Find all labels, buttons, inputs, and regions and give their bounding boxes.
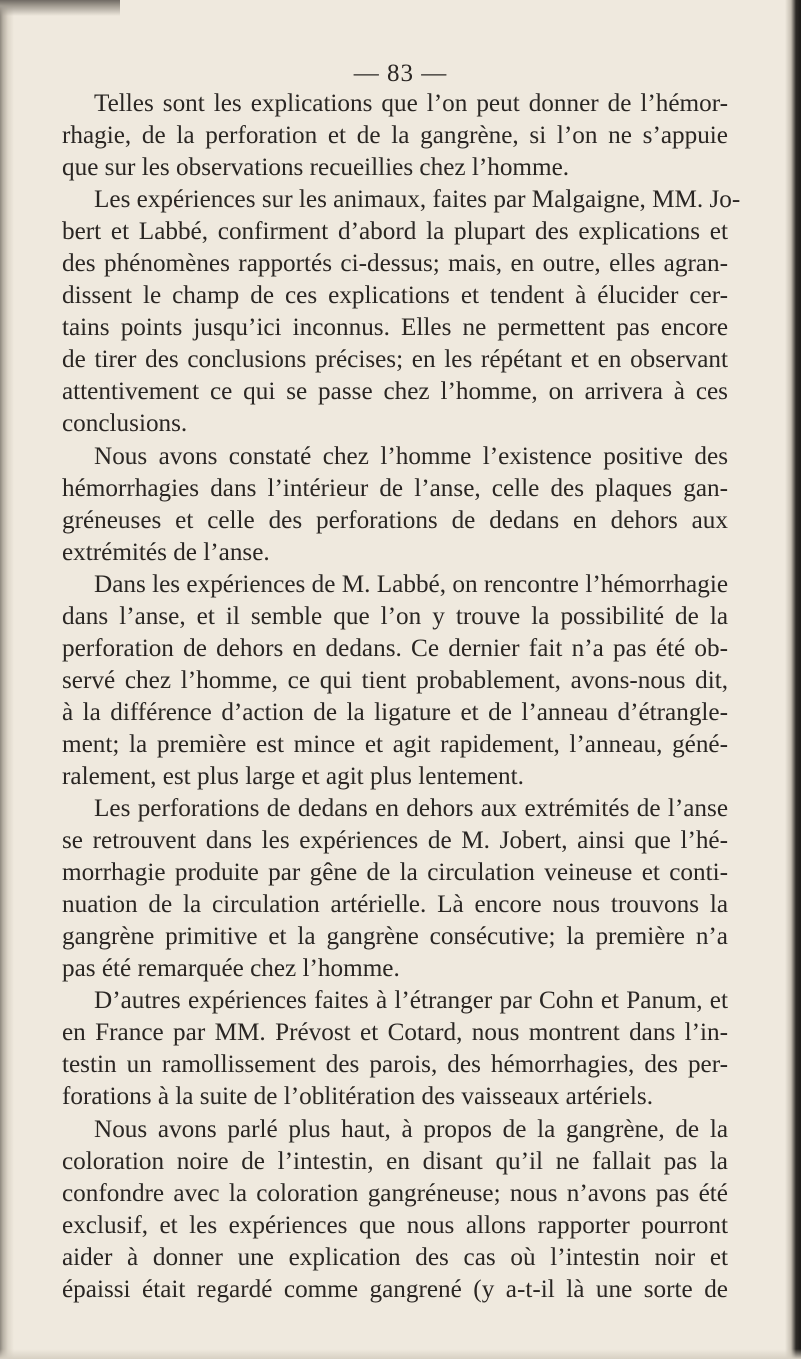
text-line: conclusions. (62, 410, 188, 438)
text-line: Les perforations de dedans en dehors aux extrémités de l’anse (94, 795, 728, 823)
text-line: de tirer des conclusions précises; en les répétant et en observant (62, 346, 728, 374)
text-line: Les expériences sur les animaux, faites par Malgaigne, MM. Jo- (94, 186, 741, 214)
text-line: nuation de la circulation artérielle. Là encore nous trouvons la (62, 891, 728, 919)
text-line: ralement, est plus large et agit plus lentement. (62, 762, 524, 790)
text-line: morrhagie produite par gêne de la circulation veineuse et conti- (62, 859, 728, 887)
text-line: aider à donner une explication des cas où l’intestin noir et (62, 1243, 728, 1271)
text-line: Nous avons constaté chez l’homme l’existence positive des (94, 442, 728, 470)
text-line: dans l’anse, et il semble que l’on y trouve la possibilité de la (62, 602, 728, 630)
text-line: gréneuses et celle des perforations de dedans en dehors aux (62, 506, 728, 534)
text-line: bert et Labbé, confirment d’abord la plupart des explications et (62, 218, 728, 246)
text-line: tains points jusqu’ici inconnus. Elles ne permettent pas encore (62, 314, 728, 342)
text-line: Nous avons parlé plus haut, à propos de la gangrène, de la (94, 1115, 728, 1143)
text-line: forations à la suite de l’oblitération des vaisseaux artériels. (62, 1083, 654, 1111)
text-line: exclusif, et les expériences que nous allons rapporter pourront (62, 1211, 728, 1239)
page-number: — 83 — (353, 60, 448, 87)
paragraph (62, 569, 728, 793)
text-line: D’autres expériences faites à l’étranger par Cohn et Panum, et (94, 987, 728, 1015)
paragraph (62, 184, 741, 440)
text-line: des phénomènes rapportés ci-dessus; mais, en outre, elles agran- (62, 250, 728, 278)
text-line: gangrène primitive et la gangrène consécutive; la première n’a (62, 923, 728, 951)
paragraph (62, 88, 728, 184)
text-line: servé chez l’homme, ce qui tient probablement, avons-nous dit, (62, 666, 728, 694)
paragraph (62, 1114, 728, 1306)
text-line: Dans les expériences de M. Labbé, on rencontre l’hémorrhagie (94, 570, 728, 598)
text-line: extrémités de l’anse. (62, 538, 270, 566)
text-line: confondre avec la coloration gangréneuse; nous n’avons pas été (62, 1179, 728, 1207)
text-line: se retrouvent dans les expériences de M. Jobert, ainsi que l’hé- (62, 827, 728, 855)
text-line: rhagie, de la perforation et de la gangrène, si l’on ne s’appuie (62, 122, 728, 150)
paragraph (62, 985, 728, 1113)
text-line: coloration noire de l’intestin, en disant qu’il ne fallait pas la (62, 1147, 728, 1175)
body-text (62, 88, 741, 1306)
text-line: hémorrhagies dans l’intérieur de l’anse, celle des plaques gan- (62, 474, 728, 502)
text-line: à la différence d’action de la ligature et de l’anneau d’étrangle- (62, 698, 728, 726)
text-line: dissent le champ de ces explications et tendent à élucider cer- (62, 282, 728, 310)
text-line: ment; la première est mince et agit rapidement, l’anneau, géné- (62, 730, 728, 758)
text-line: perforation de dehors en dedans. Ce dernier fait n’a pas été ob- (62, 634, 728, 662)
text-line: en France par MM. Prévost et Cotard, nous montrent dans l’in- (62, 1019, 728, 1047)
text-line: que sur les observations recueillies chez l’homme. (62, 154, 570, 182)
text-line: testin un ramollissement des parois, des hémorrhagies, des per- (62, 1051, 728, 1079)
paragraph (62, 441, 728, 569)
text-line: attentivement ce qui se passe chez l’homme, on arrivera à ces (62, 378, 728, 406)
page-right-edge (785, 0, 801, 1359)
text-line: pas été remarquée chez l’homme. (62, 955, 400, 983)
page-left-edge (0, 0, 14, 1359)
page-top-shadow (0, 0, 120, 16)
page-bottom-edge (0, 1349, 801, 1359)
paragraph (62, 793, 728, 985)
text-line: Telles sont les explications que l’on peut donner de l’hémor- (94, 90, 728, 117)
text-line: épaissi était regardé comme gangrené (y a-t-il là une sorte de (62, 1275, 728, 1303)
